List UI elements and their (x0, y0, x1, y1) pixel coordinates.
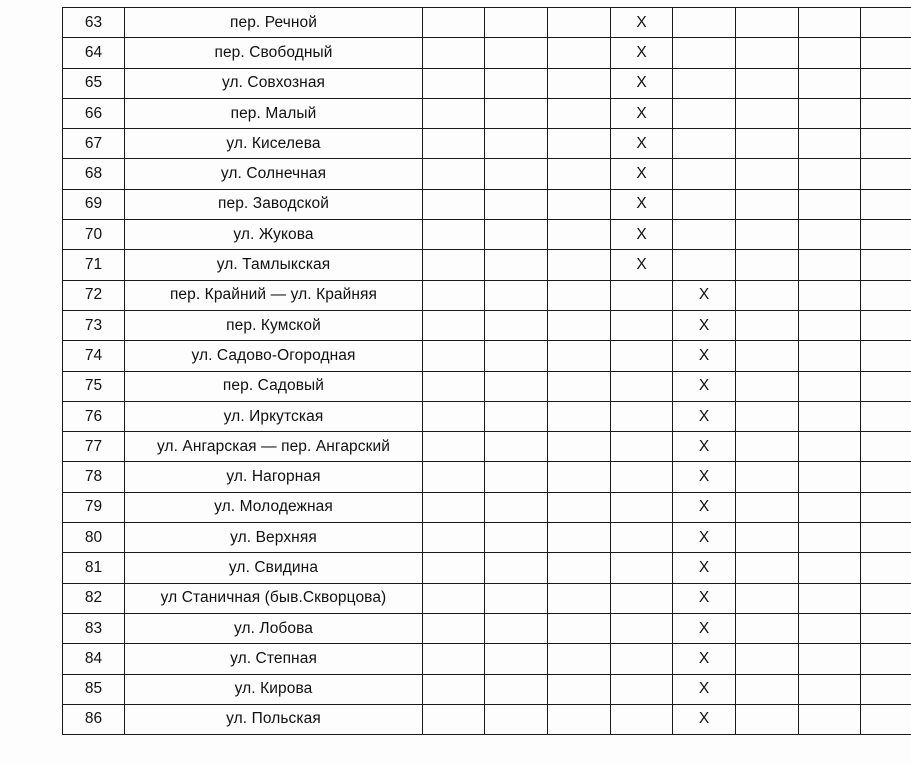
row-number-cell: 79 (63, 492, 125, 522)
mark-cell (736, 704, 799, 734)
table-row (63, 98, 911, 128)
mark-cell (548, 98, 611, 128)
mark-cell: X (673, 371, 736, 401)
mark-cell: X (673, 523, 736, 553)
mark-cell (611, 613, 673, 643)
mark-cell (673, 68, 736, 98)
table-row (63, 310, 911, 340)
row-number-cell: 73 (63, 310, 125, 340)
table-row (63, 613, 911, 643)
table-row (63, 129, 911, 159)
row-number-cell: 76 (63, 401, 125, 431)
mark-cell: X (611, 159, 673, 189)
mark-cell (736, 462, 799, 492)
mark-cell: X (611, 250, 673, 280)
mark-cell: X (673, 704, 736, 734)
mark-cell (611, 432, 673, 462)
mark-cell (423, 704, 485, 734)
mark-cell (736, 341, 799, 371)
mark-cell (423, 462, 485, 492)
mark-cell (423, 98, 485, 128)
mark-cell (548, 310, 611, 340)
mark-cell (736, 492, 799, 522)
mark-cell (611, 583, 673, 613)
mark-cell (799, 492, 861, 522)
mark-cell (485, 68, 548, 98)
mark-cell (861, 8, 911, 38)
mark-cell (485, 492, 548, 522)
mark-cell (548, 644, 611, 674)
street-name-cell: ул. Кирова (125, 674, 423, 704)
mark-cell (799, 583, 861, 613)
mark-cell (485, 674, 548, 704)
mark-cell (673, 159, 736, 189)
table-body (63, 8, 911, 735)
mark-cell (673, 189, 736, 219)
street-name-cell: ул. Солнечная (125, 159, 423, 189)
mark-cell: X (673, 341, 736, 371)
mark-cell (611, 492, 673, 522)
mark-cell (736, 129, 799, 159)
street-name-cell: пер. Малый (125, 98, 423, 128)
mark-cell (485, 98, 548, 128)
mark-cell: X (673, 401, 736, 431)
row-number-cell: 72 (63, 280, 125, 310)
mark-cell (485, 371, 548, 401)
mark-cell (423, 129, 485, 159)
mark-cell: X (611, 8, 673, 38)
mark-cell (799, 98, 861, 128)
mark-cell (485, 38, 548, 68)
row-number-cell: 64 (63, 38, 125, 68)
mark-cell (548, 553, 611, 583)
mark-cell (423, 523, 485, 553)
mark-cell: X (673, 310, 736, 340)
mark-cell (548, 250, 611, 280)
row-number-cell: 71 (63, 250, 125, 280)
table-row (63, 189, 911, 219)
mark-cell (611, 310, 673, 340)
street-name-cell: ул. Тамлыкская (125, 250, 423, 280)
table-row (63, 280, 911, 310)
row-number-cell: 66 (63, 98, 125, 128)
mark-cell (423, 613, 485, 643)
mark-cell (611, 644, 673, 674)
mark-cell (861, 401, 911, 431)
mark-cell (736, 310, 799, 340)
table-row (63, 462, 911, 492)
mark-cell (423, 674, 485, 704)
mark-cell: X (611, 220, 673, 250)
row-number-cell: 84 (63, 644, 125, 674)
mark-cell (736, 553, 799, 583)
mark-cell (548, 8, 611, 38)
mark-cell (548, 674, 611, 704)
mark-cell (799, 68, 861, 98)
mark-cell (548, 129, 611, 159)
mark-cell (485, 280, 548, 310)
mark-cell: X (611, 68, 673, 98)
mark-cell (799, 432, 861, 462)
mark-cell (736, 159, 799, 189)
mark-cell: X (673, 583, 736, 613)
table-row (63, 341, 911, 371)
street-name-cell: ул. Свидина (125, 553, 423, 583)
row-number-cell: 69 (63, 189, 125, 219)
mark-cell (485, 189, 548, 219)
mark-cell (673, 8, 736, 38)
mark-cell (861, 98, 911, 128)
mark-cell (485, 220, 548, 250)
mark-cell (611, 401, 673, 431)
mark-cell (799, 310, 861, 340)
row-number-cell: 65 (63, 68, 125, 98)
mark-cell (548, 462, 611, 492)
mark-cell (423, 371, 485, 401)
mark-cell (861, 462, 911, 492)
mark-cell (799, 250, 861, 280)
mark-cell (611, 280, 673, 310)
mark-cell (799, 280, 861, 310)
mark-cell (423, 250, 485, 280)
table-row (63, 674, 911, 704)
mark-cell: X (673, 644, 736, 674)
mark-cell (736, 401, 799, 431)
mark-cell: X (673, 432, 736, 462)
mark-cell (548, 432, 611, 462)
row-number-cell: 74 (63, 341, 125, 371)
street-name-cell: ул. Киселева (125, 129, 423, 159)
mark-cell (485, 159, 548, 189)
mark-cell (548, 371, 611, 401)
row-number-cell: 86 (63, 704, 125, 734)
row-number-cell: 67 (63, 129, 125, 159)
mark-cell (548, 220, 611, 250)
mark-cell (736, 220, 799, 250)
table-row (63, 8, 911, 38)
mark-cell (548, 38, 611, 68)
street-name-cell: ул. Жукова (125, 220, 423, 250)
mark-cell (611, 704, 673, 734)
mark-cell (423, 310, 485, 340)
street-name-cell: пер. Садовый (125, 371, 423, 401)
mark-cell (736, 250, 799, 280)
row-number-cell: 68 (63, 159, 125, 189)
mark-cell (736, 68, 799, 98)
mark-cell (861, 310, 911, 340)
mark-cell (423, 38, 485, 68)
mark-cell (611, 553, 673, 583)
mark-cell (548, 401, 611, 431)
mark-cell (485, 432, 548, 462)
mark-cell: X (673, 462, 736, 492)
mark-cell (423, 432, 485, 462)
mark-cell (423, 553, 485, 583)
mark-cell (799, 8, 861, 38)
mark-cell (485, 462, 548, 492)
mark-cell (548, 68, 611, 98)
mark-cell (673, 38, 736, 68)
mark-cell (736, 644, 799, 674)
mark-cell (485, 553, 548, 583)
mark-cell (423, 492, 485, 522)
mark-cell (799, 341, 861, 371)
table-row (63, 68, 911, 98)
mark-cell (485, 644, 548, 674)
table-row (63, 523, 911, 553)
row-number-cell: 81 (63, 553, 125, 583)
mark-cell (861, 553, 911, 583)
row-number-cell: 63 (63, 8, 125, 38)
street-name-cell: ул Станичная (быв.Скворцова) (125, 583, 423, 613)
mark-cell (423, 280, 485, 310)
mark-cell (861, 674, 911, 704)
table-row (63, 220, 911, 250)
street-name-cell: пер. Свободный (125, 38, 423, 68)
mark-cell: X (611, 38, 673, 68)
mark-cell (548, 523, 611, 553)
street-name-cell: пер. Кумской (125, 310, 423, 340)
table-row (63, 250, 911, 280)
mark-cell (548, 613, 611, 643)
mark-cell (485, 523, 548, 553)
mark-cell (423, 189, 485, 219)
mark-cell: X (673, 613, 736, 643)
mark-cell (485, 129, 548, 159)
row-number-cell: 78 (63, 462, 125, 492)
mark-cell (673, 220, 736, 250)
mark-cell (611, 674, 673, 704)
mark-cell (861, 613, 911, 643)
table-row (63, 553, 911, 583)
mark-cell (736, 371, 799, 401)
mark-cell (861, 129, 911, 159)
row-number-cell: 85 (63, 674, 125, 704)
mark-cell (736, 8, 799, 38)
mark-cell (611, 371, 673, 401)
mark-cell (423, 401, 485, 431)
mark-cell (548, 492, 611, 522)
mark-cell (485, 613, 548, 643)
mark-cell (861, 68, 911, 98)
mark-cell (611, 462, 673, 492)
mark-cell (861, 523, 911, 553)
street-name-cell: ул. Польская (125, 704, 423, 734)
mark-cell: X (673, 492, 736, 522)
table-row (63, 432, 911, 462)
table-row (63, 492, 911, 522)
mark-cell: X (673, 553, 736, 583)
mark-cell (423, 583, 485, 613)
mark-cell (611, 341, 673, 371)
street-name-cell: ул. Нагорная (125, 462, 423, 492)
mark-cell (485, 583, 548, 613)
table-row (63, 704, 911, 734)
street-name-cell: ул. Молодежная (125, 492, 423, 522)
mark-cell (799, 220, 861, 250)
mark-cell (485, 401, 548, 431)
table-row (63, 371, 911, 401)
row-number-cell: 75 (63, 371, 125, 401)
row-number-cell: 83 (63, 613, 125, 643)
street-name-cell: ул. Совхозная (125, 68, 423, 98)
mark-cell (861, 371, 911, 401)
mark-cell (423, 68, 485, 98)
street-name-cell: пер. Крайний — ул. Крайняя (125, 280, 423, 310)
row-number-cell: 82 (63, 583, 125, 613)
mark-cell (485, 704, 548, 734)
mark-cell: X (673, 280, 736, 310)
mark-cell (736, 583, 799, 613)
mark-cell (423, 220, 485, 250)
mark-cell (799, 462, 861, 492)
street-name-cell: пер. Заводской (125, 189, 423, 219)
mark-cell (736, 674, 799, 704)
mark-cell (548, 189, 611, 219)
mark-cell (673, 250, 736, 280)
mark-cell (423, 644, 485, 674)
mark-cell (861, 189, 911, 219)
street-name-cell: ул. Степная (125, 644, 423, 674)
table-row (63, 38, 911, 68)
mark-cell (799, 644, 861, 674)
street-name-cell: ул. Иркутская (125, 401, 423, 431)
mark-cell (861, 704, 911, 734)
mark-cell (799, 371, 861, 401)
mark-cell (423, 341, 485, 371)
street-schedule-table (62, 7, 911, 735)
mark-cell (548, 341, 611, 371)
mark-cell (611, 523, 673, 553)
mark-cell (861, 38, 911, 68)
mark-cell (799, 613, 861, 643)
mark-cell (673, 129, 736, 159)
mark-cell (861, 280, 911, 310)
row-number-cell: 80 (63, 523, 125, 553)
row-number-cell: 77 (63, 432, 125, 462)
street-name-cell: ул. Лобова (125, 613, 423, 643)
row-number-cell: 70 (63, 220, 125, 250)
table-row (63, 159, 911, 189)
mark-cell (423, 8, 485, 38)
mark-cell (799, 159, 861, 189)
mark-cell (736, 432, 799, 462)
mark-cell (736, 523, 799, 553)
mark-cell: X (611, 98, 673, 128)
mark-cell (799, 553, 861, 583)
mark-cell (673, 98, 736, 128)
mark-cell (736, 38, 799, 68)
mark-cell (799, 38, 861, 68)
street-name-cell: пер. Речной (125, 8, 423, 38)
table-row (63, 583, 911, 613)
mark-cell (861, 159, 911, 189)
mark-cell (736, 613, 799, 643)
mark-cell: X (673, 674, 736, 704)
mark-cell (736, 280, 799, 310)
table-row (63, 644, 911, 674)
mark-cell (485, 8, 548, 38)
street-name-cell: ул. Верхняя (125, 523, 423, 553)
mark-cell (861, 341, 911, 371)
table-row (63, 401, 911, 431)
mark-cell (799, 704, 861, 734)
mark-cell (861, 644, 911, 674)
mark-cell (548, 159, 611, 189)
mark-cell (485, 250, 548, 280)
mark-cell (423, 159, 485, 189)
mark-cell (799, 189, 861, 219)
mark-cell (861, 432, 911, 462)
mark-cell (548, 704, 611, 734)
street-name-cell: ул. Садово-Огородная (125, 341, 423, 371)
mark-cell (799, 523, 861, 553)
mark-cell (861, 492, 911, 522)
street-name-cell: ул. Ангарская — пер. Ангарский (125, 432, 423, 462)
mark-cell (861, 583, 911, 613)
mark-cell (799, 674, 861, 704)
mark-cell (799, 129, 861, 159)
mark-cell (485, 310, 548, 340)
mark-cell (485, 341, 548, 371)
mark-cell (799, 401, 861, 431)
mark-cell (861, 220, 911, 250)
mark-cell: X (611, 189, 673, 219)
mark-cell (736, 189, 799, 219)
mark-cell: X (611, 129, 673, 159)
mark-cell (548, 583, 611, 613)
mark-cell (736, 98, 799, 128)
mark-cell (548, 280, 611, 310)
mark-cell (861, 250, 911, 280)
